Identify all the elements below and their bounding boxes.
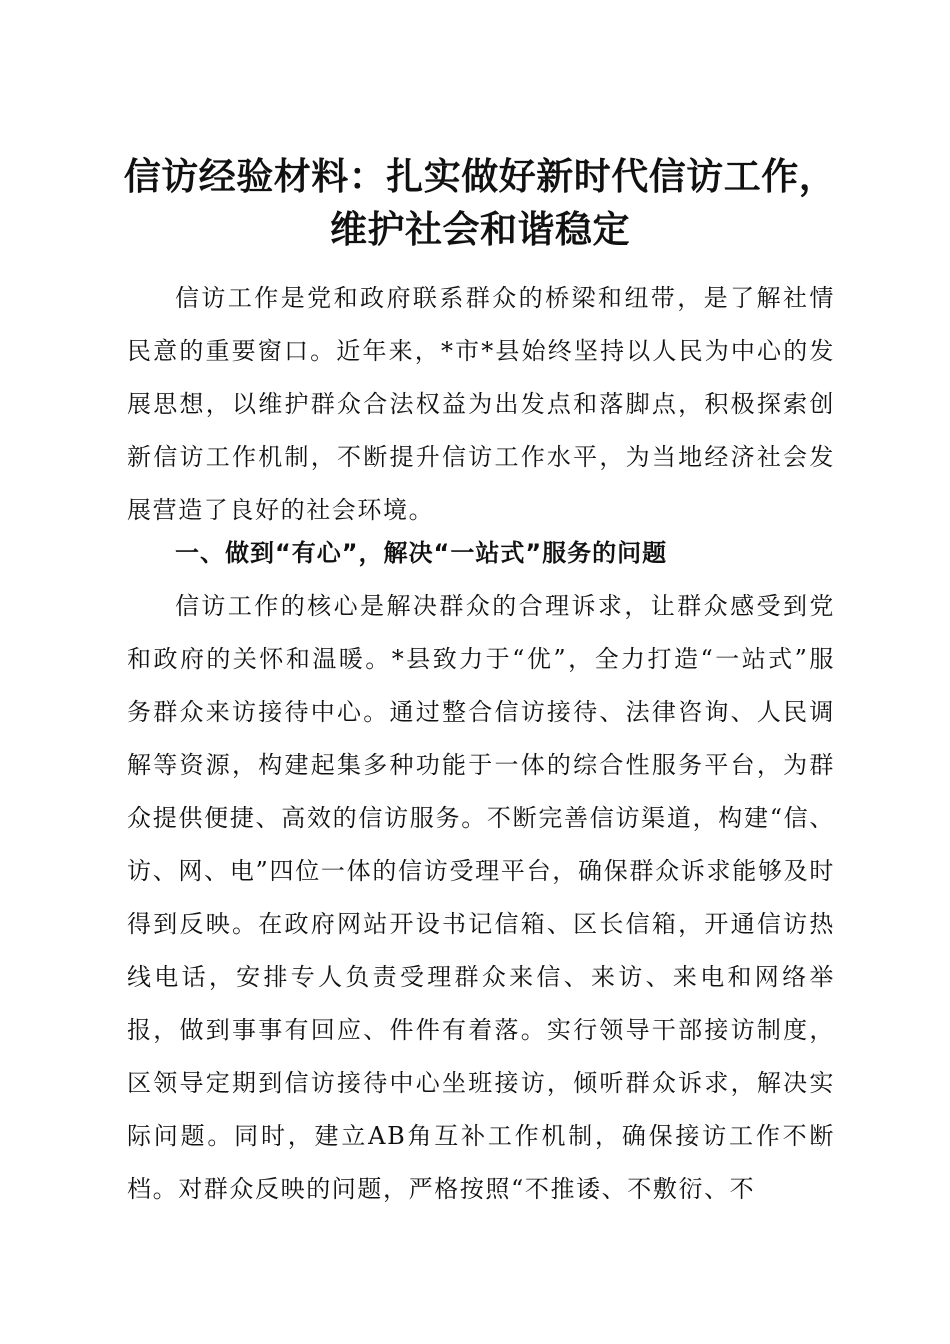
intro-paragraph: 信访工作是党和政府联系群众的桥梁和纽带，是了解社情民意的重要窗口。近年来，*市*县始终坚持以人民为中心的发展思想，以维护群众合法权益为出发点和落脚点，积极探索创新信访工作机制，不断提升信访工作水平，为当地经济社会发展营造了良好的社会环境。 bbox=[127, 284, 835, 524]
section-heading: 一、做到“有心”，解决“一站式”服务的问题 bbox=[175, 539, 668, 567]
section-body-paragraph: 信访工作的核心是解决群众的合理诉求，让群众感受到党和政府的关怀和温暖。*县致力于“优”，全力打造“一站式”服务群众来访接待中心。通过整合信访接待、法律咨询、人民调解等资源，构建起集多种功能于一体的综合性服务平台，为群众提供便捷、高效的信访服务。不断完善信访渠道，构建“信、访、网、电”四位一体的信访受理平台，确保群众诉求能够及时得到反映。在政府网站开设书记信箱、区长信箱，开通信访热线电话，安排专人负责受理群众来信、来访、来电和网络举报，做到事事有回应、件件有着落。实行领导干部接访制度，区领导定期到信访接待中心坐班接访，倾听群众诉求，解决实际问题。同时，建立AB角互补工作机制，确保接访工作不断档。对群众反映的问题，严格按照“不推诿、不敷衍、不 bbox=[127, 592, 835, 1203]
document-title: 信访经验材料：扎实做好新时代信访工作，维护社会和谐稳定 bbox=[123, 154, 837, 251]
